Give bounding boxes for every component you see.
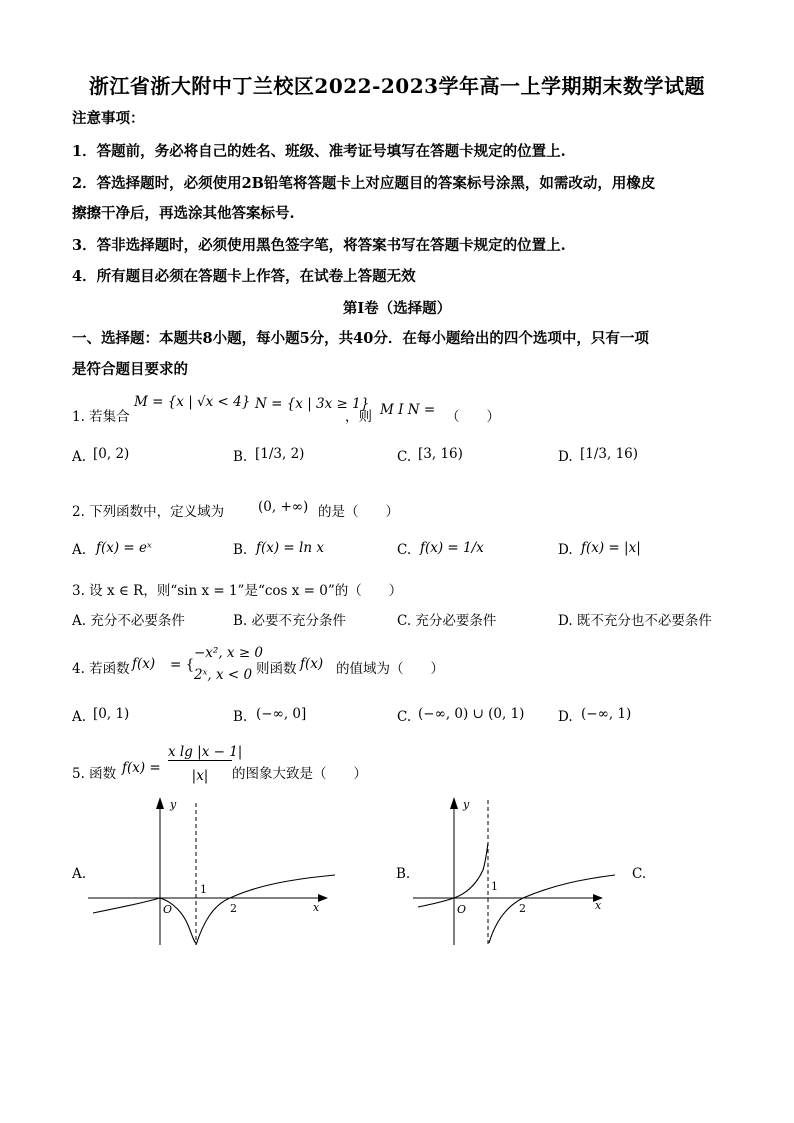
q4-piece-1: −x², x ≥ 0 [194,645,264,661]
q2-option-c-value: f(x) = 1/x [420,540,484,556]
section-heading-line1: 一、选择题：本题共8小题，每小题5分，共40分．在每小题给出的四个选项中，只有一项 [72,330,649,347]
q4-fx-right: f(x) [300,656,324,672]
q2-option-a-label: A. [72,542,87,558]
notice-item-2-cont: 擦擦干净后，再选涂其他答案标号. [72,205,295,222]
q3-option-c: C. 充分必要条件 [397,613,497,629]
graph-a-tick-1: 1 [200,883,207,896]
q4-option-b-label: B. [233,709,248,725]
q4-stem-suffix: 则函数 [256,661,297,677]
notice-item-3: 3．答非选择题时，必须使用黑色签字笔，将答案书写在答题卡规定的位置上. [72,237,566,254]
q4-option-d-value: (−∞, 1) [581,706,632,722]
graph-a-origin: O [163,903,173,916]
q3-option-a: A. 充分不必要条件 [72,613,185,629]
graph-b-y-arrow [450,797,458,809]
q5-denominator: |x| [191,768,209,784]
graph-a-curve-left [93,898,196,943]
q1-option-b-value: [1/3, 2) [255,446,305,462]
q5-graph-a [88,795,338,950]
section-heading-line2: 是符合题目要求的 [72,361,188,378]
q2-option-b-value: f(x) = ln x [256,540,324,556]
q1-option-a-label: A. [72,449,87,465]
graph-b-tick-1: 1 [491,880,498,893]
q4-option-c-value: (−∞, 0) ∪ (0, 1) [418,706,525,722]
q1-option-d-label: D. [558,449,573,465]
q1-option-c-label: C. [397,449,412,465]
q5-stem-prefix: 5. 函数 [72,766,117,782]
q1-ask: M I N = [380,402,436,418]
q4-piece-2: 2ˣ, x < 0 [194,667,253,683]
q1-prefix: 1. 若集合 [72,409,130,425]
q2-stem-end: 的是（ ） [318,504,399,520]
q3-stem: 3. 设 x ∈ R，则“sin x = 1”是“cos x = 0”的（ ） [72,583,403,599]
q2-domain: (0, +∞) [258,499,309,515]
q5-numerator: x lg |x − 1| [168,744,243,760]
q4-option-b-value: (−∞, 0] [256,706,307,722]
q4-stem-end: 的值域为（ ） [336,661,444,677]
q1-option-d-value: [1/3, 16) [580,446,639,462]
part-title: 第Ⅰ卷（选择题） [342,300,452,317]
q1-suffix: ，则 [345,409,372,425]
notice-item-2: 2．答选择题时，必须使用2B铅笔将答题卡上对应题目的答案标号涂黑，如需改动，用橡皮 [72,175,656,192]
q2-option-b-label: B. [233,542,248,558]
q5-graph-b [413,795,618,950]
q4-option-a-value: [0, 1) [93,706,130,722]
graph-a-x-label: x [313,901,320,914]
q3-option-b: B. 必要不充分条件 [233,613,347,629]
q2-option-a-value: f(x) = eˣ [96,540,152,556]
graph-b-x-label: x [595,899,602,912]
graph-a-y-arrow [156,797,164,809]
q2-option-d-value: f(x) = |x| [581,540,641,556]
q2-stem: 2. 下列函数中，定义域为 [72,504,225,520]
q2-option-d-label: D. [558,542,573,558]
q3-option-d: D. 既不充分也不必要条件 [558,613,712,629]
q1-set-m: M = {x | √x < 4} [134,394,251,410]
q5-option-c-label: C. [632,866,647,882]
notice-item-1: 1．答题前，务必将自己的姓名、班级、准考证号填写在答题卡规定的位置上. [72,143,566,160]
notice-item-4: 4．所有题目必须在答题卡上作答，在试卷上答题无效 [72,268,416,285]
page-title: 浙江省浙大附中丁兰校区2022-2023学年高一上学期期末数学试题 [88,74,706,98]
graph-b-curve-left [418,843,488,907]
q4-stem-prefix: 4. 若函数 [72,661,130,677]
q4-option-c-label: C. [397,709,412,725]
q1-paren: （ ） [446,409,500,425]
q4-option-a-label: A. [72,709,87,725]
notice-heading: 注意事项： [72,110,145,127]
q4-equals-brace: = { [170,657,195,673]
q5-option-b-label: B. [396,866,411,882]
q1-set-n: N = {x | 3x ≥ 1} [255,396,370,412]
graph-b-origin: O [457,903,467,916]
q1-option-a-value: [0, 2) [93,446,130,462]
q5-option-a-label: A. [72,866,87,882]
q1-option-b-label: B. [233,449,248,465]
graph-a-y-label: y [170,798,177,811]
q4-option-d-label: D. [558,709,573,725]
q1-option-c-value: [3, 16) [418,446,463,462]
q4-fx-left: f(x) [132,656,156,672]
graph-a-tick-2: 2 [230,902,237,915]
q5-stem-suffix: 的图象大致是（ ） [232,766,367,782]
q2-option-c-label: C. [397,542,412,558]
graph-a-x-arrow [318,894,328,902]
q5-fx: f(x) = [122,760,161,776]
graph-b-tick-2: 2 [519,902,526,915]
graph-b-y-label: y [463,798,470,811]
